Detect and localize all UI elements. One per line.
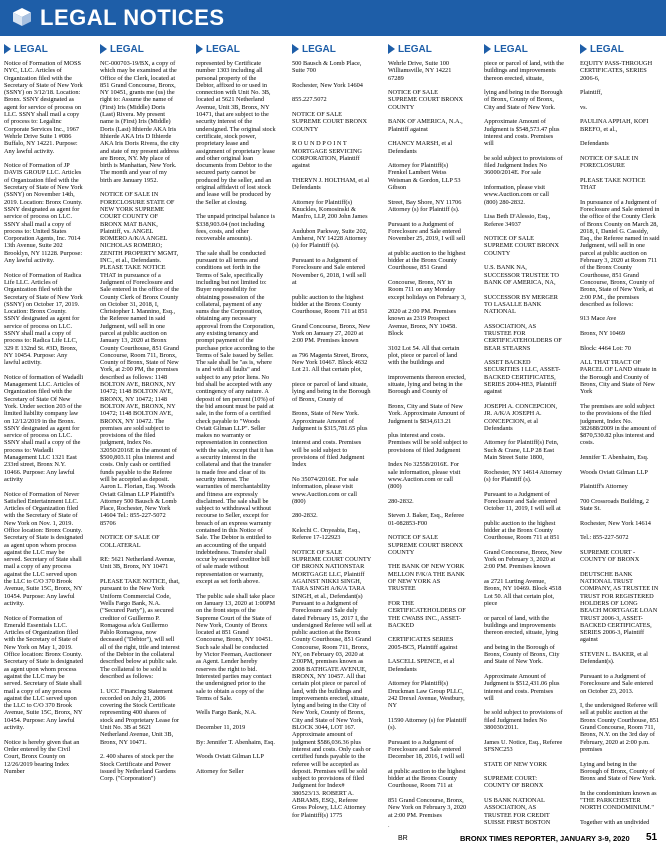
notice-column-5	[388, 42, 468, 827]
column-header	[196, 42, 276, 56]
arrow-icon	[100, 44, 107, 54]
column-label: LEGAL	[398, 43, 432, 55]
column-label: LEGAL	[494, 43, 528, 55]
notice-column-1	[4, 42, 84, 827]
notice-column-2	[100, 42, 180, 827]
notice-text: EQUITY PASS-THROUGH CERTIFICATES, SERIES 2006-6, Plaintiff, vs. PAULINA APPIAH, KOFI BREFO, et al., Defendants NOTICE OF SALE IN FORECLOSURE PLEASE TAKE NOTICE THAT In pursuance of a Judgment of Foreclosure and Sale entered in the office of the County Clerk of Bronx County on March 28, 2018, I, Daniel G. Cassidy, Esq., the Referee named in said Judgment, will sell in one parcel at public auction on February 3, 2020 at Room 711 of the Bronx County Courthouse, 851 Grand Concourse, Bronx, County of Bronx, State of New York, at 2:00 P.M., the premises described as follows: 913 Mace Ave Bronx, NY 10469 Block: 4464 Lot: 70 ALL THAT TRACT OF PARCEL OF LAND situate in the Borough and County of Bronx, City and State of New York The premises are sold subject to the provisions of the filed judgment, Index No. 382688/2009 in the amount of $870,530.82 plus interest and costs. Jennifer T. Abenhaim, Esq. Woods Oviatt Gilman LLP Plaintiff's Attorney 700 Crossroads Building, 2 State St. Rochester, New York 14614 Tel.: 855-227-5072 SUPREME COURT - COUNTY OF BRONX DEUTSCHE BANK NATIONAL TRUST COMPANY, AS TRUSTEE IN TRUST FOR REGISTERED HOLDERS OF LONG BEACH MORTGAGE LOAN TRUST 2006-3, ASSET-BACKED CERTIFICATES, SERIES 2006-3, Plaintiff against STEVEN L. BAKER, et al Defendant(s). Pursuant to a Judgment of Foreclosure and Sale entered on October 23, 2013. I, the undersigned Referee will sell at public auction at the Bronx County Courthouse, 851 Grand Concourse, Room 711, Bronx, N.Y. on the 3rd day of February, 2020 at 2:00 p.m. premises Lying and being in the Borough of Bronx, County of Bronx and State of New York. In the condominium known as "THE PARKCHESTER NORTH CONDOMINIUM." Together with an undivided	[580, 60, 660, 826]
arrow-icon	[196, 44, 203, 54]
notice-text: represented by Certificate number 1303 including all personal property of the Debtor, affixed to or used in connection with Unit No. 3B, located at 5621 Netherland Avenue, Unit 3B, Bronx, NY 10471, that are subject to the security interest of the undersigned. The original stock certificate, stock power, proprietary lease and assignment of proprietary lease and other original loan documents from Debtor to the secured party cannot be produced by the seller, and an original affidavit of lost stock and lease will be produced by the Seller at closing. The unpaid principal balance is $338,903.04 (not including fees, costs, and other recoverable amounts). The sale shall be conducted pursuant to all terms and conditions set forth in the Terms of Sale, specifically including but not limited to: Buyer responsibility for obtaining possession of the collateral, payment of any sums due the Corporation, obtaining any necessary approval from the Corporation, any existing tenancy and prompt payment of the purchase price according to the Terms of Sale issued by Seller. The sale shall be "as is, where is and with all faults" and subject to any prior liens. No bid shall be accepted with any contingency of any nature. A deposit of ten percent (10%) of the bid amount must be paid at sale, in the form of a certified check payable to "Woods Oviatt Gilman LLP". Seller makes no warranty or representation in connection with the sale, except that it has a security interest in the collateral and that the transfer is made free and clear of its security interest. The warranties of merchantability and fitness are expressly disclaimed. The sale shall be subject to withdrawal without recourse to Seller, except for breach of an express warranty contained in this Notice of Sale. The Debtor is entitled to an accounting of the unpaid indebtedness. Transfer shall occur by secured creditor bill of sale made without representation or warranty, except as set forth above. The public sale shall take place on January 13, 2020 at 1:00PM on the front steps of the Supreme Court of the State of New York, County of Bronx located at 851 Grand Concourse, Bronx, NY 10451. Such sale shall be conducted by Victor Feeman, Auctioneer as Agent. Lender hereby reserves the right to bid. Interested parties may contact the undersigned prior to the sale to obtain a copy of the Terms of Sale. Wells Fargo Bank, N.A. December 11, 2019 By: Jennifer T. Abenhaim, Esq. Woods Oviatt Gilman LLP Attorney for Seller	[196, 60, 276, 775]
arrow-icon	[292, 44, 299, 54]
arrow-icon	[388, 44, 395, 54]
arrow-icon	[484, 44, 491, 54]
legal-notices-banner	[0, 0, 666, 36]
notice-column-7	[580, 42, 660, 827]
column-label: LEGAL	[206, 43, 240, 55]
column-header	[580, 42, 660, 56]
notices-columns	[4, 42, 662, 827]
notice-text: 500 Bausch & Lomb Place, Suite 700 Rochester, New York 14604 855.227.5072 NOTICE OF SALE SUPREME COURT BRONX COUNTY R O U N D P O I N T MORTGAGE SERVICING CORPORATION, Plaintiff against THERYN J. HOLTHAM, et al Defendants Attorney for Plaintiff(s) Knuckles, Komosinski & Manfro, LLP, 200 John James Audubon Parkway, Suite 202, Amherst, NY 14228 Attorney (s) for Plaintiff (s). Pursuant to a Judgment of Foreclosure and Sale entered November 6, 2018, I will sell at public auction to the highest bidder at the Bronx County Courthouse, Room 711 at 851 Grand Concourse, Bronx, New York on January 27, 2020 at 2:00 PM. Premises known as 796 Magenta Street, Bronx, New York 10467. Block 4632 Lot 21. All that certain plot, piece or parcel of land situate, lying and being in the Borough of Bronx, County of Bronx, State of New York. Approximate Amount of Judgment is $315,781.65 plus interest and costs. Premises will be sold subject to provisions of filed Judgment Index No 35074/2016E. For sale information, please visit www.Auction.com or call (800) 280-2832. Kelechi C. Onyeabia, Esq., Referee 17-122923 NOTICE OF SALE SUPREME COURT COUNTY OF BRONX NATIONSTAR MORTGAGE LLC, Plaintiff AGAINST NIKKI SINGH, TARA SINGH A/K/A TARA SINGH, et al., Defendant(s) Pursuant to a Judgment of Foreclosure and Sale duly dated February 15, 2017 I, the undersigned Referee will sell at public auction at the Bronx County Courthouse, 851 Grand Concourse, Room 711, Bronx, NY, on February 03, 2020 at 2:00PM, premises known as 2008 BATHGATE AVENUE, BRONX, NY 10457. All that certain plot piece or parcel of land, with the buildings and improvements erected, situate, lying and being in the City of New York, County of Bronx, City and State of New York, BLOCK 3044, LOT 167. Approximate amount of judgment $586,036.36 plus interest and costs. Only cash or certified funds payable to the referee will be accepted as deposit. Premises will be sold subject to provisions of filed Judgment for Index# 380523/13. ROBERT A. ABRAMS, ESQ., Referee Gross Polowy, LLC Attorney for Plaintiff(s) 1775	[292, 60, 372, 819]
column-header	[100, 42, 180, 56]
column-label: LEGAL	[302, 43, 336, 55]
column-header	[292, 42, 372, 56]
column-header	[4, 42, 84, 56]
footer-code: BR	[398, 835, 408, 842]
arrow-icon	[580, 44, 587, 54]
notice-text: Wehrle Drive, Suite 100 Williamsville, NY 14221 67289 NOTICE OF SALE SUPREME COURT BRONX COUNTY BANK OF AMERICA, N.A., Plaintiff against CHANCY MARSH, et al Defendants Attorney for Plaintiff(s) Frenkel Lambert Weiss Weisman & Gordon, LLP 53 Gibson Street, Bay Shore, NY 11706 Attorney (s) for Plaintiff (s). Pursuant to a Judgment of Foreclosure and Sale entered November 25, 2019, I will sell at public auction to the highest bidder at the Bronx County Courthouse, 851 Grand Concourse, Bronx, NY in Room 711 on any Monday except holidays on February 3, 2020 at 2:00 PM. Premises known as 2319 Prospect Avenue, Bronx, NY 10458. Block 3102 Lot 54. All that certain plot, piece or parcel of land with the buildings and improvements thereon erected, situate, lying and being in the Borough and County of Bronx, City and State of New York. Approximate Amount of Judgment is $834,613.21 plus interest and costs. Premises will be sold subject to provisions of filed Judgment Index No 32558/2016E. For sale information, please visit www.Auction.com or call (800) 280-2832. Steven J. Baker, Esq., Referee 01-082853-F00 NOTICE OF SALE SUPREME COURT BRONX COUNTY THE BANK OF NEW YORK MELLON F/K/A THE BANK OF NEW YORK AS TRUSTEE FOR THE CERTIFICATEHOLDERS OF THE CWABS INC., ASSET-BACKED CERTIFICATES SERIES 2005-BC5, Plaintiff against LASCELL SPENCE, et al Defendants Attorney for Plaintiff(s) Druckman Law Group PLLC, 242 Drexel Avenue, Westbury, NY 11590 Attorney (s) for Plaintiff (s). Pursuant to a Judgment of Foreclosure and Sale entered December 18, 2016, I will sell at public auction to the highest bidder at the Bronx County Courthouse, Room 711 at 851 Grand Concourse, Bronx, New York on February 3, 2020 at 2:00 PM. Premises	[388, 60, 468, 819]
notice-text: Notice of Formation of MOSS NYC, LLC. Articles of Organization filed with the Secretary of State of New York (SSNY) on 3/12/18. Location: Bronx. SSNY designated as agent for service of process on LLC. SSNY shall mail a copy of process to: Legalinc Corporate Services Inc., 1967 Wehrle Drive Suite 1 #086 Buffalo, NY 14221. Purpose: Any lawful activity. Notice of Formation of JP DAVIS GROUP LLC. Articles of Organization filed with the Secretary of State of New York (SSNY) on November 14th, 2019. Location: Bronx County. SSNY designated as agent for service of process on LLC. SSNY shall mail a copy of process to: United States Corporation Agents, Inc. 7014 13th Avenue, Suite 202 Brooklyn, NY 11228. Purpose: Any lawful activity. Notice of Formation of Radica Life LLC. Articles of Organization filed with the Secretary of State of New York (SSNY) on October 17, 2019. Location: Bronx County. SSNY designated as agent for service of process on LLC. SSNY shall mail a copy of process to: Radica Life LLC, 329 E 132nd St. #3D, Bronx, NY 10454. Purpose: Any lawful activity. Notice of formation of Wadadli Management LLC. Articles of Organization filed with the Secretary of State Of New York. Under section 203 of the limited liability company law on 12/12/2019 in the Bronx. SSNY designated as agent for service of process on LLC. SSNY shall mail a copy of the process to: Wadadli Management LLC 1321 East 233rd street, Bronx N.Y. 10466. Purpose: Any lawful activity Notice of Formation of Never Satisfied Entertainment LLC. Articles of Organization filed with the Secretary of State of New York on Nov. 1, 2019. Office location: Bronx County. Secretary of State is designated as agent upon whom process against the LLC may be served. Secretary of State shall mail a copy of any process against the LLC served upon the LLC to C/O 370 Brook Avenue, Suite 15C, Bronx, NY 10454. Purpose: Any lawful activity. Notice of Formation of Emerald Essentials LLC. Articles of Organization filed with the Secretary of State of New York on May 1, 2019. Office location: Bronx County. Secretary of State is designated as agent upon whom process against the LLC may be served. Secretary of State shall mail a copy of any process against the LLC served upon the LLC to C/O 370 Brook Avenue, Suite 15C, Bronx, NY 10454. Purpose: Any lawful activity. Notice is hereby given that an Order entered by the Civil Court, Bronx County on 12/26/2019 bearing Index Number	[4, 60, 84, 775]
column-label: LEGAL	[590, 43, 624, 55]
column-label: LEGAL	[14, 43, 48, 55]
column-header	[388, 42, 468, 56]
column-header	[484, 42, 564, 56]
banner-title: LEGAL NOTICES	[40, 5, 225, 30]
notice-column-4	[292, 42, 372, 827]
page-number: 51	[646, 832, 658, 843]
notice-text: piece or parcel of land, with the buildings and improvements thereon erected, situate, lying and being in the Borough of Bronx, County of Bronx, City and State of New York. Approximate Amount of Judgment is $548,573.47 plus interest and costs. Premises will be sold subject to provisions of filed Judgment Index No 36000/2014E. For sale information, please visit www.Auction.com or call (800) 280-2832. Lisa Beth D'Alessio, Esq., Referee 34937 NOTICE OF SALE SUPREME COURT BRONX COUNTY U.S. BANK NA, SUCCESSOR TRUSTEE TO BANK OF AMERICA, NA, SUCCESSOR BY MERGER TO LASALLE BANK NATIONAL ASSOCIATION, AS TRUSTEE FOR CERTIFICATEHOLDERS OF BEAR STEARNS ASSET BACKED SECURITIES I LLC, ASSET-BACKED CERTIFICATES, SERIES 2004-HE3, Plaintiff against JOSEPH A. CONCEPCION, JR. A/K/A JOSEPH A. CONCEPCION, et al Defendants Attorney for Plaintiff(s) Fein, Such & Crane, LLP 28 East Main Street Suite 1800, Rochester, NY 14614 Attorney (s) for Plaintiff (s). Pursuant to a Judgment of Foreclosure and Sale entered October 11, 2019, I will sell at public auction to the highest bidder at the Bronx County Courthouse, Room 711 at 851 Grand Concourse, Bronx, New York on February 3, 2020 at 2:00 PM. Premises known as 2721 Lurting Avenue, Bronx, NY 10469. Block 4518 Lot 50. All that certain plot, piece or parcel of land, with the buildings and improvements thereon erected, situate, lying and being in the Borough of Bronx, County of Bronx, City and State of New York. Approximate Amount of Judgment is $512,431.06 plus interest and costs. Premises will be sold subject to provisions of filed Judgment Index No 380030/2011. James U. Notice, Esq., Referee SFSNC253 STATE OF NEW YORK SUPREME COURT: COUNTY OF BRONX US BANK NATIONAL ASSOCIATION, AS TRUSTEE FOR CREDIT SUISSE FIRST BOSTON	[484, 60, 564, 826]
notice-column-6	[484, 42, 564, 827]
notice-column-3	[196, 42, 276, 827]
column-label: LEGAL	[110, 43, 144, 55]
page-footer	[0, 832, 666, 846]
publication-line: BRONX TIMES REPORTER, JANUARY 3-9, 2020	[460, 834, 630, 843]
arrow-icon	[4, 44, 11, 54]
notice-text: NC-000703-19/BX, a copy of which may be examined at the Office of the Clerk, located at 851 Grand Concourse, Bronx, NY 10451, grants me (us) the right to: Assume the name of (First) Iris (Middle) Doris (Last) Rivera. My present name is (First) Iris (Middle) Doris (Last) Ithierde AKA Iris Ithierde AKA Iris D Ithierde AKA Iris Doris Rivera, the city and state of my present address are Bronx, NY. My place of birth is Manhattan, New York. The month and year of my birth are January 1952. NOTICE OF SALE IN FORECLOSURE STATE OF NEW YORK SUPREME COURT COUNTY OF BRONX MAT BANK, Plaintiff, vs. ANGEL ROMERO A/K/A ANGEL NICHOLAS ROMERO; ZENITH PROPERTY MGMT, INC., et al., Defendants. PLEASE TAKE NOTICE THAT in pursuance of a Judgment of Foreclosure and Sale entered in the office of the County Clerk of Bronx County on October 31, 2018, I, Christopher I. Mannino, Esq., the Referee named in said Judgment, will sell in one parcel at public auction on January 13, 2020 at Bronx County Courthouse, 851 Grand Concourse, Room 711, Bronx, County of Bronx, State of New York, at 2:00 PM, the premises described as follows: 1148 BOLTON AVE, BRONX, NY 10472; 1148 BOLTON AVE, BRONX, NY 10472; 1148 BOLTON AVE, BRONX, NY 10472; 1148 BOLTON AVE, BRONX, NY 10472. The premises are sold subject to provisions of the filed judgment, Index No. 32050/2016E in the amount of $500,803.11 plus interest and costs. Only cash or certified funds payable to the Referee will be accepted as deposit. Aaron L. Florian, Esq. Woods Oviatt Gilman LLP Plaintiff's Attorney 500 Bausch & Lomb Place, Rochester, New York 14604 Tel.: 855-227-5072 85706 NOTICE OF SALE OF COLLATERAL RE: 5621 Netherland Avenue, Unit 3B, Bronx, NY 10471 PLEASE TAKE NOTICE, that, pursuant to the New York Uniform Commercial Code, Wells Fargo Bank, N.A. ("Secured Party"), as secured creditor of Guillermo P. Romagosa a/k/a Guillermo Pablo Romagosa, now deceased ("Debtor"), will sell all of the right, title and interest of the Debtor in the collateral described below at public sale. The collateral to be sold is described as follows: 1. UCC Financing Statement recorded on July 21, 2006 covering the Stock Certificate representing 400 shares of stock and Proprietary Lease for Unit No. 3B at 5621 Netherland Avenue, Unit 3B, Bronx, NY 10471. 2. 400 shares of stock per the Stock Certificate and Power issued by Netherland Gardens Corp. ("Corporation")	[100, 60, 180, 783]
cube-icon	[12, 7, 32, 27]
